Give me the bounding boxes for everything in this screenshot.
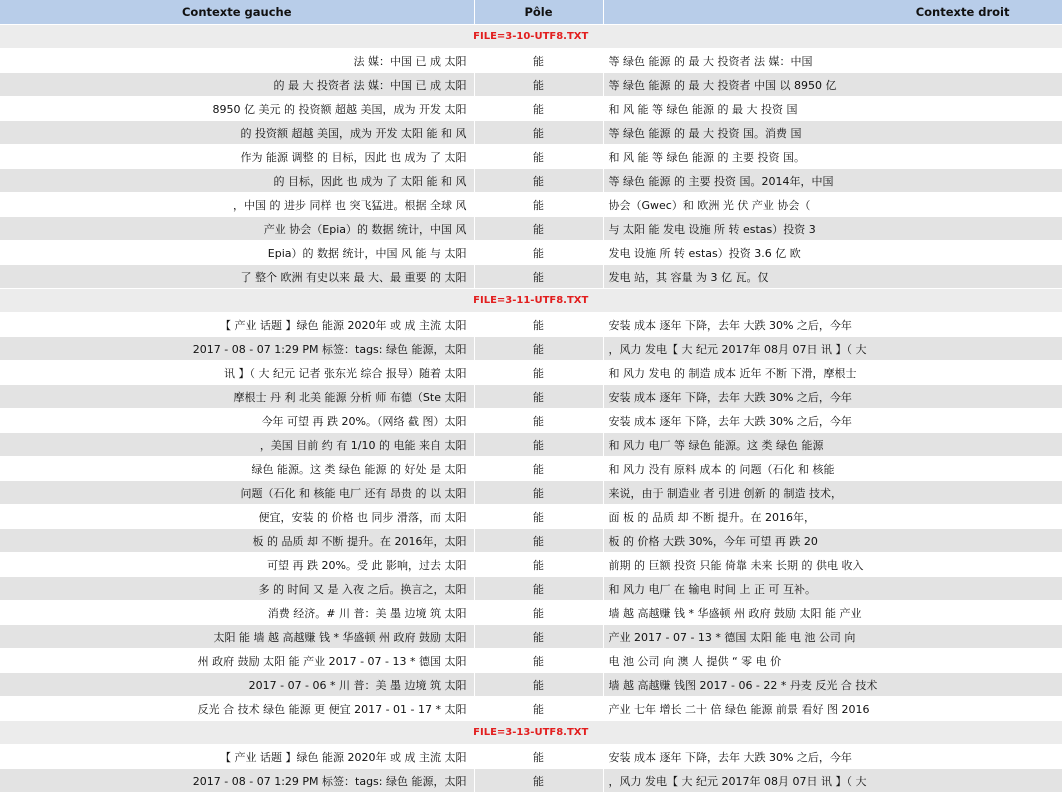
left-context-cell: ，美国 目前 约 有 1/10 的 电能 来自 太阳 xyxy=(0,433,474,457)
left-context-cell: 便宜，安装 的 价格 也 同步 滑落，而 太阳 xyxy=(0,505,474,529)
right-context-cell: 和 风力 没有 原料 成本 的 问题（石化 和 核能 xyxy=(603,457,1062,481)
left-context-cell: 摩根士 丹 利 北美 能源 分析 师 布德（Ste 太阳 xyxy=(0,385,474,409)
concordance-row xyxy=(0,385,1062,409)
left-context-cell: 产业 协会（Epia）的 数据 统计，中国 风 xyxy=(0,217,474,241)
pole-cell: 能 xyxy=(474,769,603,793)
right-context-cell: 安装 成本 逐年 下降，去年 大跌 30% 之后，今年 xyxy=(603,745,1062,769)
pole-cell: 能 xyxy=(474,169,603,193)
pole-cell: 能 xyxy=(474,505,603,529)
left-context-cell: 8950 亿 美元 的 投资额 超越 美国，成为 开发 太阳 xyxy=(0,97,474,121)
right-context-cell: 等 绿色 能源 的 最 大 投资者 法 媒：中国 xyxy=(603,49,1062,73)
left-context-cell: 问题（石化 和 核能 电厂 还有 昂贵 的 以 太阳 xyxy=(0,481,474,505)
concordance-row xyxy=(0,121,1062,145)
pole-cell: 能 xyxy=(474,265,603,289)
file-separator-row xyxy=(0,289,1062,313)
concordance-row xyxy=(0,625,1062,649)
right-context-cell: 产业 七年 增长 二十 倍 绿色 能源 前景 看好 图 2016 xyxy=(603,697,1062,721)
left-context-cell: 的 目标，因此 也 成为 了 太阳 能 和 风 xyxy=(0,169,474,193)
left-context-cell: 太阳 能 墙 越 高越赚 钱 * 华盛顿 州 政府 鼓励 太阳 xyxy=(0,625,474,649)
left-context-cell: 反光 合 技术 绿色 能源 更 便宜 2017 - 01 - 17 * 太阳 xyxy=(0,697,474,721)
pole-cell: 能 xyxy=(474,73,603,97)
pole-cell: 能 xyxy=(474,625,603,649)
right-context-cell: 等 绿色 能源 的 最 大 投资 国。消费 国 xyxy=(603,121,1062,145)
pole-cell: 能 xyxy=(474,553,603,577)
concordance-row xyxy=(0,673,1062,697)
pole-cell: 能 xyxy=(474,145,603,169)
left-context-cell: 州 政府 鼓励 太阳 能 产业 2017 - 07 - 13 * 德国 太阳 xyxy=(0,649,474,673)
right-context-cell: 面 板 的 品质 却 不断 提升。在 2016年， xyxy=(603,505,1062,529)
pole-cell: 能 xyxy=(474,337,603,361)
right-context-cell: 板 的 价格 大跌 30%，今年 可望 再 跌 20 xyxy=(603,529,1062,553)
pole-cell: 能 xyxy=(474,241,603,265)
left-context-cell: 绿色 能源。这 类 绿色 能源 的 好处 是 太阳 xyxy=(0,457,474,481)
pole-cell: 能 xyxy=(474,745,603,769)
concordance-row xyxy=(0,361,1062,385)
pole-cell: 能 xyxy=(474,529,603,553)
column-header-pole[interactable]: Pôle xyxy=(474,0,603,25)
table-header xyxy=(0,0,1062,25)
pole-cell: 能 xyxy=(474,649,603,673)
concordance-row xyxy=(0,529,1062,553)
pole-cell: 能 xyxy=(474,457,603,481)
file-separator-row xyxy=(0,721,1062,745)
right-context-cell: 墙 越 高越赚 钱 * 华盛顿 州 政府 鼓励 太阳 能 产业 xyxy=(603,601,1062,625)
concordance-row xyxy=(0,217,1062,241)
pole-cell: 能 xyxy=(474,577,603,601)
right-context-cell: 发电 设施 所 转 estas）投资 3.6 亿 欧 xyxy=(603,241,1062,265)
left-context-cell: 了 整个 欧洲 有史以来 最 大、最 重要 的 太阳 xyxy=(0,265,474,289)
right-context-cell: 和 风力 发电 的 制造 成本 近年 不断 下滑，摩根士 xyxy=(603,361,1062,385)
pole-cell: 能 xyxy=(474,193,603,217)
pole-cell: 能 xyxy=(474,313,603,337)
right-context-cell: 和 风 能 等 绿色 能源 的 主要 投资 国。 xyxy=(603,145,1062,169)
concordance-row xyxy=(0,505,1062,529)
left-context-cell: 的 投资额 超越 美国，成为 开发 太阳 能 和 风 xyxy=(0,121,474,145)
concordance-row xyxy=(0,481,1062,505)
pole-cell: 能 xyxy=(474,409,603,433)
right-context-cell: 来说，由于 制造业 者 引进 创新 的 制造 技术， xyxy=(603,481,1062,505)
pole-cell: 能 xyxy=(474,49,603,73)
left-context-cell: 2017 - 08 - 07 1:29 PM 标签：tags: 绿色 能源，太阳 xyxy=(0,769,474,793)
left-context-cell: 今年 可望 再 跌 20%。（网络 截 图）太阳 xyxy=(0,409,474,433)
file-separator-row xyxy=(0,25,1062,49)
column-header-right-context[interactable]: Contexte droit xyxy=(603,0,1062,25)
concordance-row xyxy=(0,265,1062,289)
right-context-cell: 与 太阳 能 发电 设施 所 转 estas）投资 3 xyxy=(603,217,1062,241)
left-context-cell: 讯 】（ 大 纪元 记者 张东光 综合 报导）随着 太阳 xyxy=(0,361,474,385)
file-name-label: FILE=3-10-UTF8.TXT xyxy=(0,25,1062,49)
concordance-row xyxy=(0,649,1062,673)
table-body xyxy=(0,25,1062,793)
concordance-row xyxy=(0,49,1062,73)
right-context-cell: 和 风 能 等 绿色 能源 的 最 大 投资 国 xyxy=(603,97,1062,121)
concordance-row xyxy=(0,97,1062,121)
right-context-cell: 发电 站，其 容量 为 3 亿 瓦。仅 xyxy=(603,265,1062,289)
left-context-cell: 多 的 时间 又 是 入夜 之后。换言之，太阳 xyxy=(0,577,474,601)
concordance-row xyxy=(0,241,1062,265)
left-context-cell: 消费 经济。# 川 普：美 墨 边境 筑 太阳 xyxy=(0,601,474,625)
concordance-row xyxy=(0,745,1062,769)
left-context-cell: 【 产业 话题 】绿色 能源 2020年 或 成 主流 太阳 xyxy=(0,313,474,337)
left-context-cell: 2017 - 08 - 07 1:29 PM 标签：tags: 绿色 能源，太阳 xyxy=(0,337,474,361)
right-context-cell: 等 绿色 能源 的 最 大 投资者 中国 以 8950 亿 xyxy=(603,73,1062,97)
concordance-row xyxy=(0,553,1062,577)
concordance-row xyxy=(0,409,1062,433)
right-context-cell: 前期 的 巨额 投资 只能 倚靠 未来 长期 的 供电 收入 xyxy=(603,553,1062,577)
pole-cell: 能 xyxy=(474,697,603,721)
concordance-row xyxy=(0,337,1062,361)
right-context-cell: 协会（Gwec）和 欧洲 光 伏 产业 协会（ xyxy=(603,193,1062,217)
file-name-label: FILE=3-13-UTF8.TXT xyxy=(0,721,1062,745)
right-context-cell: 安装 成本 逐年 下降，去年 大跌 30% 之后，今年 xyxy=(603,313,1062,337)
right-context-cell: 产业 2017 - 07 - 13 * 德国 太阳 能 电 池 公司 向 xyxy=(603,625,1062,649)
pole-cell: 能 xyxy=(474,385,603,409)
left-context-cell: 作为 能源 调整 的 目标，因此 也 成为 了 太阳 xyxy=(0,145,474,169)
concordance-row xyxy=(0,457,1062,481)
column-header-left-context[interactable]: Contexte gauche xyxy=(0,0,474,25)
pole-cell: 能 xyxy=(474,361,603,385)
right-context-cell: 安装 成本 逐年 下降，去年 大跌 30% 之后，今年 xyxy=(603,409,1062,433)
right-context-cell: 等 绿色 能源 的 主要 投资 国。2014年，中国 xyxy=(603,169,1062,193)
left-context-cell: 【 产业 话题 】绿色 能源 2020年 或 成 主流 太阳 xyxy=(0,745,474,769)
concordance-row xyxy=(0,433,1062,457)
left-context-cell: 板 的 品质 却 不断 提升。在 2016年，太阳 xyxy=(0,529,474,553)
pole-cell: 能 xyxy=(474,433,603,457)
file-name-label: FILE=3-11-UTF8.TXT xyxy=(0,289,1062,313)
concordance-row xyxy=(0,73,1062,97)
concordance-row xyxy=(0,697,1062,721)
right-context-cell: 安装 成本 逐年 下降，去年 大跌 30% 之后，今年 xyxy=(603,385,1062,409)
right-context-cell: 墙 越 高越赚 钱图 2017 - 06 - 22 * 丹麦 反光 合 技术 xyxy=(603,673,1062,697)
left-context-cell: ，中国 的 进步 同样 也 突飞猛进。根据 全球 风 xyxy=(0,193,474,217)
left-context-cell: 可望 再 跌 20%。受 此 影响，过去 太阳 xyxy=(0,553,474,577)
pole-cell: 能 xyxy=(474,217,603,241)
pole-cell: 能 xyxy=(474,601,603,625)
pole-cell: 能 xyxy=(474,673,603,697)
concordance-row xyxy=(0,577,1062,601)
concordance-row xyxy=(0,145,1062,169)
left-context-cell: 法 媒：中国 已 成 太阳 xyxy=(0,49,474,73)
pole-cell: 能 xyxy=(474,97,603,121)
right-context-cell: ，风力 发电【 大 纪元 2017年 08月 07日 讯 】（ 大 xyxy=(603,337,1062,361)
left-context-cell: Epia）的 数据 统计，中国 风 能 与 太阳 xyxy=(0,241,474,265)
left-context-cell: 的 最 大 投资者 法 媒：中国 已 成 太阳 xyxy=(0,73,474,97)
concordance-row xyxy=(0,313,1062,337)
right-context-cell: ，风力 发电【 大 纪元 2017年 08月 07日 讯 】（ 大 xyxy=(603,769,1062,793)
left-context-cell: 2017 - 07 - 06 * 川 普：美 墨 边境 筑 太阳 xyxy=(0,673,474,697)
pole-cell: 能 xyxy=(474,121,603,145)
concordance-row xyxy=(0,169,1062,193)
right-context-cell: 和 风力 电厂 在 输电 时间 上 正 可 互补。 xyxy=(603,577,1062,601)
concordance-row xyxy=(0,193,1062,217)
right-context-cell: 和 风力 电厂 等 绿色 能源。这 类 绿色 能源 xyxy=(603,433,1062,457)
concordance-row xyxy=(0,601,1062,625)
right-context-cell: 电 池 公司 向 澳 人 提供 “ 零 电 价 xyxy=(603,649,1062,673)
concordance-row xyxy=(0,769,1062,793)
pole-cell: 能 xyxy=(474,481,603,505)
